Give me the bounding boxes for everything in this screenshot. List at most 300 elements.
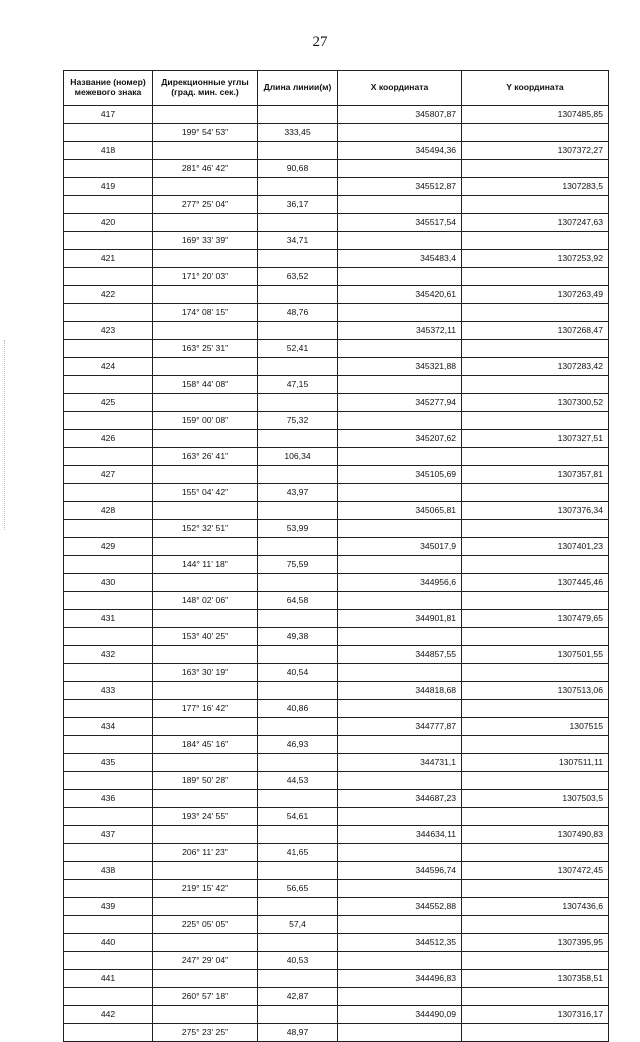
empty-cell xyxy=(462,1024,609,1042)
marker-name-cell: 429 xyxy=(64,538,153,556)
length-cell: 49,38 xyxy=(258,628,338,646)
y-coordinate-cell: 1307501,55 xyxy=(462,646,609,664)
empty-cell xyxy=(64,916,153,934)
length-cell: 54,61 xyxy=(258,808,338,826)
marker-name-cell: 425 xyxy=(64,394,153,412)
empty-cell xyxy=(258,718,338,736)
y-coordinate-cell: 1307300,52 xyxy=(462,394,609,412)
length-cell: 52,41 xyxy=(258,340,338,358)
length-cell: 90,68 xyxy=(258,160,338,178)
empty-cell xyxy=(462,412,609,430)
empty-cell xyxy=(258,142,338,160)
empty-cell xyxy=(153,466,258,484)
point-row xyxy=(64,538,609,556)
point-row xyxy=(64,466,609,484)
empty-cell xyxy=(338,772,462,790)
empty-cell xyxy=(258,682,338,700)
length-cell: 41,65 xyxy=(258,844,338,862)
marker-name-cell: 420 xyxy=(64,214,153,232)
bearing-cell: 148° 02' 06" xyxy=(153,592,258,610)
bearing-cell: 219° 15' 42" xyxy=(153,880,258,898)
point-row xyxy=(64,286,609,304)
empty-cell xyxy=(258,322,338,340)
empty-cell xyxy=(462,232,609,250)
length-cell: 42,87 xyxy=(258,988,338,1006)
empty-cell xyxy=(153,646,258,664)
empty-cell xyxy=(338,592,462,610)
empty-cell xyxy=(462,304,609,322)
empty-cell xyxy=(462,124,609,142)
x-coordinate-cell: 344490,09 xyxy=(338,1006,462,1024)
x-coordinate-cell: 345065,81 xyxy=(338,502,462,520)
point-row xyxy=(64,1006,609,1024)
marker-name-cell: 424 xyxy=(64,358,153,376)
x-coordinate-cell: 345277,94 xyxy=(338,394,462,412)
marker-name-cell: 427 xyxy=(64,466,153,484)
empty-cell xyxy=(338,160,462,178)
y-coordinate-cell: 1307503,5 xyxy=(462,790,609,808)
empty-cell xyxy=(258,466,338,484)
empty-cell xyxy=(64,736,153,754)
x-coordinate-cell: 345420,61 xyxy=(338,286,462,304)
y-coordinate-cell: 1307358,51 xyxy=(462,970,609,988)
empty-cell xyxy=(64,664,153,682)
marker-name-cell: 439 xyxy=(64,898,153,916)
segment-row xyxy=(64,412,609,430)
point-row xyxy=(64,898,609,916)
bearing-cell: 275° 23' 25" xyxy=(153,1024,258,1042)
empty-cell xyxy=(64,880,153,898)
empty-cell xyxy=(64,448,153,466)
length-cell: 48,97 xyxy=(258,1024,338,1042)
bearing-cell: 144° 11' 18" xyxy=(153,556,258,574)
length-cell: 44,53 xyxy=(258,772,338,790)
empty-cell xyxy=(338,1024,462,1042)
boundary-coordinates-table xyxy=(63,70,609,1042)
length-cell: 43,97 xyxy=(258,484,338,502)
y-coordinate-cell: 1307263,49 xyxy=(462,286,609,304)
bearing-cell: 184° 45' 16" xyxy=(153,736,258,754)
empty-cell xyxy=(153,934,258,952)
segment-row xyxy=(64,232,609,250)
empty-cell xyxy=(258,862,338,880)
empty-cell xyxy=(64,1024,153,1042)
segment-row xyxy=(64,988,609,1006)
empty-cell xyxy=(64,340,153,358)
empty-cell xyxy=(258,106,338,124)
empty-cell xyxy=(462,592,609,610)
empty-cell xyxy=(64,844,153,862)
y-coordinate-cell: 1307395,95 xyxy=(462,934,609,952)
empty-cell xyxy=(153,358,258,376)
empty-cell xyxy=(258,358,338,376)
marker-name-cell: 430 xyxy=(64,574,153,592)
marker-name-cell: 423 xyxy=(64,322,153,340)
marker-name-cell: 434 xyxy=(64,718,153,736)
point-row xyxy=(64,754,609,772)
length-cell: 36,17 xyxy=(258,196,338,214)
bearing-cell: 169° 33' 39" xyxy=(153,232,258,250)
empty-cell xyxy=(153,826,258,844)
empty-cell xyxy=(153,250,258,268)
empty-cell xyxy=(338,304,462,322)
point-row xyxy=(64,790,609,808)
empty-cell xyxy=(338,448,462,466)
bearing-cell: 171° 20' 03" xyxy=(153,268,258,286)
empty-cell xyxy=(462,376,609,394)
header-bearing: Дирекционные углы (град. мин. сек.) xyxy=(153,71,258,106)
bearing-cell: 152° 32' 51" xyxy=(153,520,258,538)
segment-row xyxy=(64,736,609,754)
point-row xyxy=(64,214,609,232)
bearing-cell: 277° 25' 04" xyxy=(153,196,258,214)
bearing-cell: 153° 40' 25" xyxy=(153,628,258,646)
length-cell: 64,58 xyxy=(258,592,338,610)
empty-cell xyxy=(258,286,338,304)
empty-cell xyxy=(64,628,153,646)
empty-cell xyxy=(153,790,258,808)
empty-cell xyxy=(153,502,258,520)
length-cell: 106,34 xyxy=(258,448,338,466)
empty-cell xyxy=(462,664,609,682)
bearing-cell: 193° 24' 55" xyxy=(153,808,258,826)
point-row xyxy=(64,142,609,160)
point-row xyxy=(64,394,609,412)
empty-cell xyxy=(338,844,462,862)
empty-cell xyxy=(153,898,258,916)
point-row xyxy=(64,970,609,988)
bearing-cell: 158° 44' 08" xyxy=(153,376,258,394)
x-coordinate-cell: 344956,6 xyxy=(338,574,462,592)
empty-cell xyxy=(64,484,153,502)
empty-cell xyxy=(258,898,338,916)
length-cell: 333,45 xyxy=(258,124,338,142)
length-cell: 75,59 xyxy=(258,556,338,574)
empty-cell xyxy=(64,700,153,718)
segment-row xyxy=(64,268,609,286)
empty-cell xyxy=(64,304,153,322)
point-row xyxy=(64,934,609,952)
empty-cell xyxy=(153,286,258,304)
segment-row xyxy=(64,160,609,178)
empty-cell xyxy=(153,754,258,772)
empty-cell xyxy=(338,232,462,250)
empty-cell xyxy=(462,628,609,646)
marker-name-cell: 441 xyxy=(64,970,153,988)
empty-cell xyxy=(64,808,153,826)
x-coordinate-cell: 344731,1 xyxy=(338,754,462,772)
page-number: 27 xyxy=(312,34,328,50)
segment-row xyxy=(64,952,609,970)
empty-cell xyxy=(338,808,462,826)
bearing-cell: 225° 05' 05" xyxy=(153,916,258,934)
empty-cell xyxy=(153,970,258,988)
marker-name-cell: 431 xyxy=(64,610,153,628)
bearing-cell: 155° 04' 42" xyxy=(153,484,258,502)
table-body xyxy=(64,106,609,1042)
empty-cell xyxy=(64,952,153,970)
empty-cell xyxy=(462,700,609,718)
marker-name-cell: 426 xyxy=(64,430,153,448)
empty-cell xyxy=(338,376,462,394)
segment-row xyxy=(64,916,609,934)
empty-cell xyxy=(64,556,153,574)
table-header-row xyxy=(64,71,609,106)
empty-cell xyxy=(153,574,258,592)
x-coordinate-cell: 345807,87 xyxy=(338,106,462,124)
empty-cell xyxy=(258,502,338,520)
marker-name-cell: 435 xyxy=(64,754,153,772)
empty-cell xyxy=(338,484,462,502)
point-row xyxy=(64,502,609,520)
empty-cell xyxy=(258,970,338,988)
empty-cell xyxy=(338,952,462,970)
length-cell: 40,54 xyxy=(258,664,338,682)
y-coordinate-cell: 1307485,85 xyxy=(462,106,609,124)
segment-row xyxy=(64,808,609,826)
point-row xyxy=(64,358,609,376)
y-coordinate-cell: 1307327,51 xyxy=(462,430,609,448)
empty-cell xyxy=(153,214,258,232)
bearing-cell: 247° 29' 04" xyxy=(153,952,258,970)
x-coordinate-cell: 345483,4 xyxy=(338,250,462,268)
empty-cell xyxy=(153,718,258,736)
bearing-cell: 159° 00' 08" xyxy=(153,412,258,430)
empty-cell xyxy=(338,268,462,286)
empty-cell xyxy=(258,826,338,844)
y-coordinate-cell: 1307436,6 xyxy=(462,898,609,916)
point-row xyxy=(64,178,609,196)
empty-cell xyxy=(153,430,258,448)
x-coordinate-cell: 344818,68 xyxy=(338,682,462,700)
empty-cell xyxy=(153,322,258,340)
y-coordinate-cell: 1307253,92 xyxy=(462,250,609,268)
empty-cell xyxy=(338,700,462,718)
empty-cell xyxy=(64,196,153,214)
y-coordinate-cell: 1307513,06 xyxy=(462,682,609,700)
bearing-cell: 163° 26' 41" xyxy=(153,448,258,466)
bearing-cell: 199° 54' 53" xyxy=(153,124,258,142)
segment-row xyxy=(64,196,609,214)
y-coordinate-cell: 1307268,47 xyxy=(462,322,609,340)
empty-cell xyxy=(338,556,462,574)
bearing-cell: 163° 25' 31" xyxy=(153,340,258,358)
marker-name-cell: 438 xyxy=(64,862,153,880)
point-row xyxy=(64,682,609,700)
empty-cell xyxy=(258,394,338,412)
empty-cell xyxy=(462,448,609,466)
empty-cell xyxy=(64,124,153,142)
length-cell: 48,76 xyxy=(258,304,338,322)
marker-name-cell: 436 xyxy=(64,790,153,808)
empty-cell xyxy=(64,376,153,394)
empty-cell xyxy=(338,664,462,682)
point-row xyxy=(64,718,609,736)
segment-row xyxy=(64,664,609,682)
empty-cell xyxy=(258,934,338,952)
x-coordinate-cell: 344496,83 xyxy=(338,970,462,988)
length-cell: 75,32 xyxy=(258,412,338,430)
x-coordinate-cell: 344512,35 xyxy=(338,934,462,952)
y-coordinate-cell: 1307472,45 xyxy=(462,862,609,880)
empty-cell xyxy=(153,106,258,124)
point-row xyxy=(64,574,609,592)
x-coordinate-cell: 345321,88 xyxy=(338,358,462,376)
empty-cell xyxy=(258,574,338,592)
bearing-cell: 163° 30' 19" xyxy=(153,664,258,682)
x-coordinate-cell: 345372,11 xyxy=(338,322,462,340)
segment-row xyxy=(64,628,609,646)
point-row xyxy=(64,862,609,880)
empty-cell xyxy=(462,268,609,286)
empty-cell xyxy=(258,790,338,808)
empty-cell xyxy=(64,412,153,430)
empty-cell xyxy=(153,610,258,628)
length-cell: 47,15 xyxy=(258,376,338,394)
header-x: X координата xyxy=(338,71,462,106)
empty-cell xyxy=(462,988,609,1006)
segment-row xyxy=(64,844,609,862)
empty-cell xyxy=(64,268,153,286)
header-length: Длина линии(м) xyxy=(258,71,338,106)
empty-cell xyxy=(258,1006,338,1024)
marker-name-cell: 419 xyxy=(64,178,153,196)
empty-cell xyxy=(258,430,338,448)
x-coordinate-cell: 344634,11 xyxy=(338,826,462,844)
bearing-cell: 189° 50' 28" xyxy=(153,772,258,790)
y-coordinate-cell: 1307445,46 xyxy=(462,574,609,592)
length-cell: 63,52 xyxy=(258,268,338,286)
y-coordinate-cell: 1307401,23 xyxy=(462,538,609,556)
length-cell: 46,93 xyxy=(258,736,338,754)
empty-cell xyxy=(64,160,153,178)
empty-cell xyxy=(64,232,153,250)
segment-row xyxy=(64,124,609,142)
empty-cell xyxy=(338,412,462,430)
empty-cell xyxy=(338,880,462,898)
empty-cell xyxy=(64,520,153,538)
empty-cell xyxy=(258,214,338,232)
empty-cell xyxy=(153,1006,258,1024)
empty-cell xyxy=(258,178,338,196)
length-cell: 34,71 xyxy=(258,232,338,250)
x-coordinate-cell: 345517,54 xyxy=(338,214,462,232)
empty-cell xyxy=(462,556,609,574)
marker-name-cell: 422 xyxy=(64,286,153,304)
empty-cell xyxy=(258,250,338,268)
segment-row xyxy=(64,520,609,538)
margin-mark xyxy=(4,340,5,530)
marker-name-cell: 432 xyxy=(64,646,153,664)
y-coordinate-cell: 1307283,5 xyxy=(462,178,609,196)
empty-cell xyxy=(153,142,258,160)
empty-cell xyxy=(462,772,609,790)
y-coordinate-cell: 1307490,83 xyxy=(462,826,609,844)
empty-cell xyxy=(153,682,258,700)
marker-name-cell: 421 xyxy=(64,250,153,268)
point-row xyxy=(64,106,609,124)
x-coordinate-cell: 344777,87 xyxy=(338,718,462,736)
empty-cell xyxy=(258,538,338,556)
point-row xyxy=(64,250,609,268)
x-coordinate-cell: 344687,23 xyxy=(338,790,462,808)
y-coordinate-cell: 1307479,65 xyxy=(462,610,609,628)
point-row xyxy=(64,610,609,628)
empty-cell xyxy=(64,988,153,1006)
segment-row xyxy=(64,772,609,790)
segment-row xyxy=(64,484,609,502)
segment-row xyxy=(64,592,609,610)
marker-name-cell: 428 xyxy=(64,502,153,520)
empty-cell xyxy=(338,736,462,754)
segment-row xyxy=(64,340,609,358)
y-coordinate-cell: 1307376,34 xyxy=(462,502,609,520)
segment-row xyxy=(64,448,609,466)
y-coordinate-cell: 1307247,63 xyxy=(462,214,609,232)
empty-cell xyxy=(462,484,609,502)
bearing-cell: 281° 46' 42" xyxy=(153,160,258,178)
x-coordinate-cell: 344596,74 xyxy=(338,862,462,880)
x-coordinate-cell: 345494,36 xyxy=(338,142,462,160)
x-coordinate-cell: 345105,69 xyxy=(338,466,462,484)
marker-name-cell: 440 xyxy=(64,934,153,952)
empty-cell xyxy=(258,754,338,772)
empty-cell xyxy=(338,124,462,142)
empty-cell xyxy=(462,736,609,754)
empty-cell xyxy=(462,844,609,862)
point-row xyxy=(64,430,609,448)
y-coordinate-cell: 1307515 xyxy=(462,718,609,736)
length-cell: 53,99 xyxy=(258,520,338,538)
x-coordinate-cell: 344857,55 xyxy=(338,646,462,664)
empty-cell xyxy=(462,880,609,898)
empty-cell xyxy=(462,160,609,178)
y-coordinate-cell: 1307372,27 xyxy=(462,142,609,160)
empty-cell xyxy=(338,340,462,358)
marker-name-cell: 433 xyxy=(64,682,153,700)
length-cell: 57,4 xyxy=(258,916,338,934)
segment-row xyxy=(64,304,609,322)
empty-cell xyxy=(258,646,338,664)
x-coordinate-cell: 345017,9 xyxy=(338,538,462,556)
empty-cell xyxy=(153,538,258,556)
y-coordinate-cell: 1307316,17 xyxy=(462,1006,609,1024)
marker-name-cell: 417 xyxy=(64,106,153,124)
empty-cell xyxy=(338,988,462,1006)
bearing-cell: 206° 11' 23" xyxy=(153,844,258,862)
x-coordinate-cell: 344552,88 xyxy=(338,898,462,916)
empty-cell xyxy=(338,520,462,538)
marker-name-cell: 442 xyxy=(64,1006,153,1024)
empty-cell xyxy=(64,592,153,610)
point-row xyxy=(64,322,609,340)
y-coordinate-cell: 1307357,81 xyxy=(462,466,609,484)
marker-name-cell: 437 xyxy=(64,826,153,844)
empty-cell xyxy=(153,178,258,196)
header-marker-name: Название (номер) межевого знака xyxy=(64,71,153,106)
bearing-cell: 260° 57' 18" xyxy=(153,988,258,1006)
point-row xyxy=(64,646,609,664)
y-coordinate-cell: 1307511,11 xyxy=(462,754,609,772)
empty-cell xyxy=(462,808,609,826)
bearing-cell: 174° 08' 15" xyxy=(153,304,258,322)
segment-row xyxy=(64,1024,609,1042)
segment-row xyxy=(64,556,609,574)
bearing-cell: 177° 16' 42" xyxy=(153,700,258,718)
empty-cell xyxy=(258,610,338,628)
marker-name-cell: 418 xyxy=(64,142,153,160)
empty-cell xyxy=(338,916,462,934)
